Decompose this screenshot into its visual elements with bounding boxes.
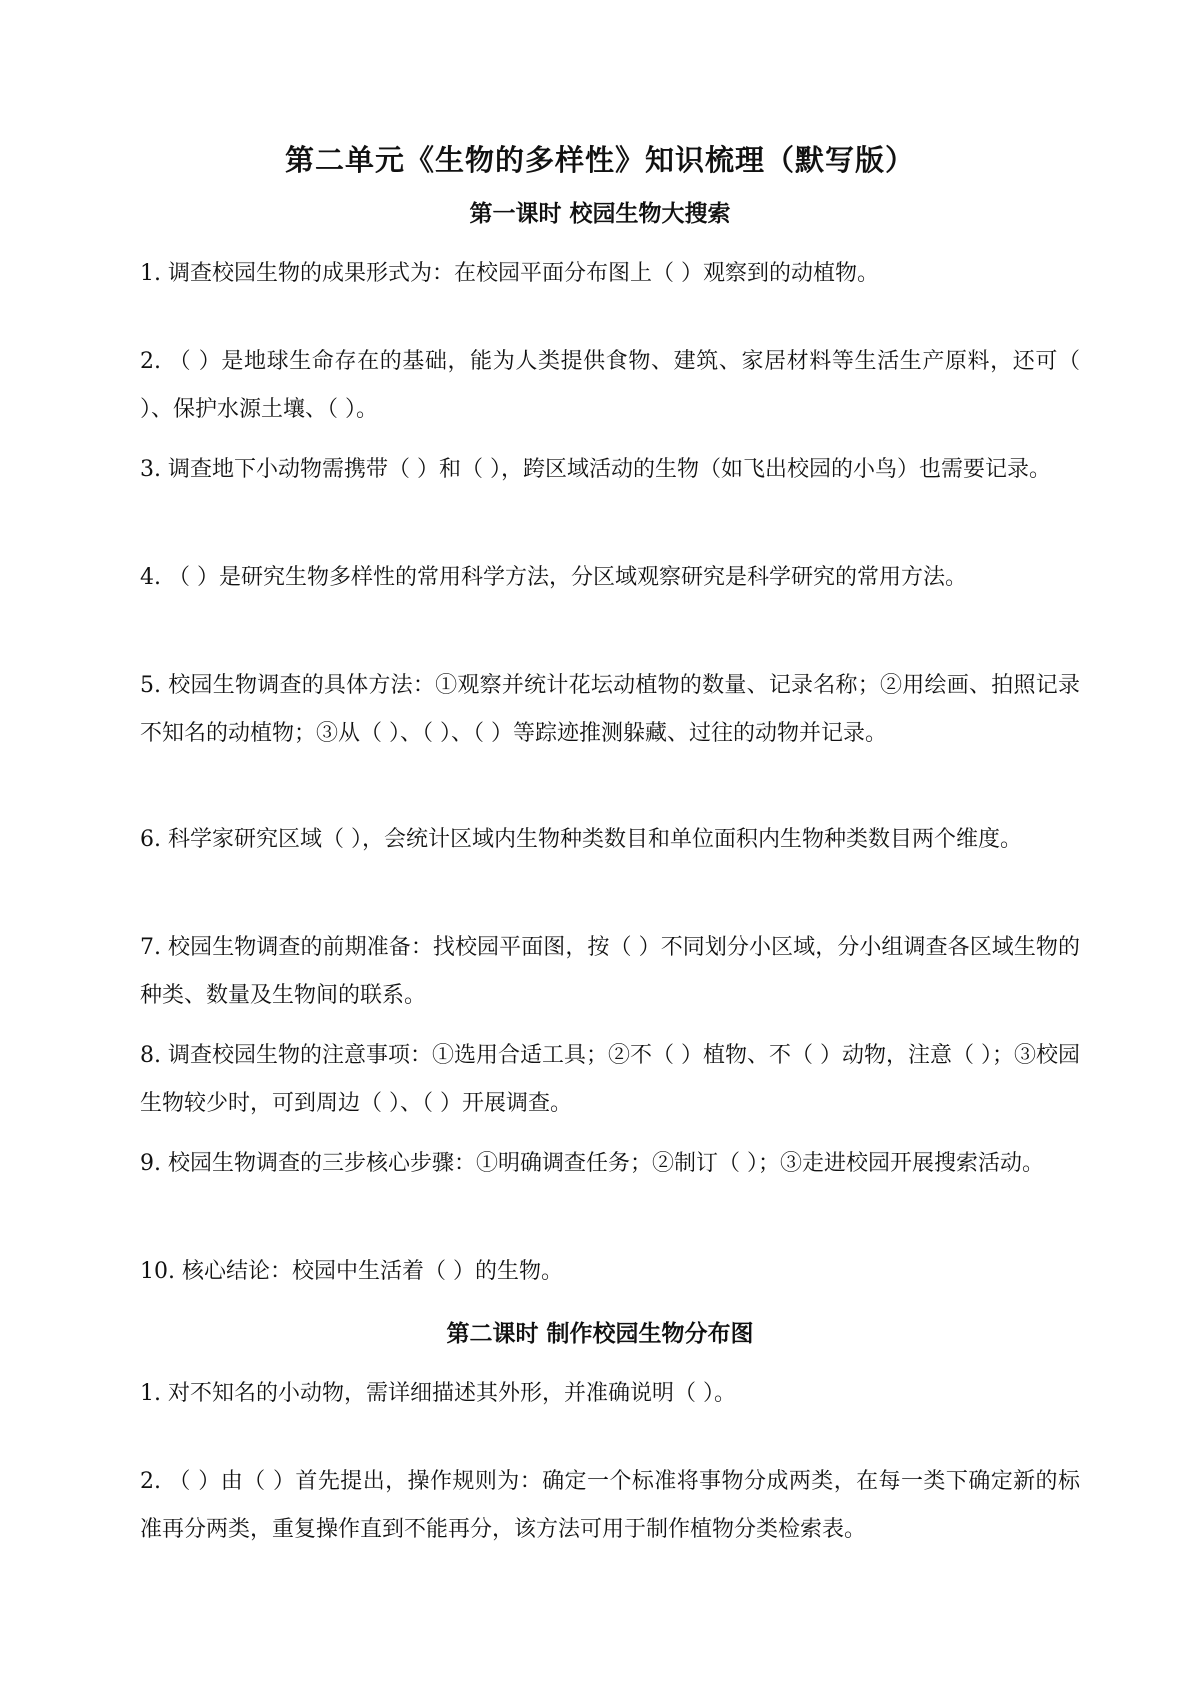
question-item: 4. （ ）是研究生物多样性的常用科学方法，分区域观察研究是科学研究的常用方法。 — [140, 565, 967, 590]
question-item: 2. （ ）是地球生命存在的基础，能为人类提供食物、建筑、家居材料等生活生产原料，还可（ ）、保护水源土壤、（ ）。 — [140, 349, 1080, 422]
section-heading-lesson-1: 第一课时 校园生物大搜索 — [469, 201, 731, 227]
question-item: 9. 校园生物调查的三步核心步骤：①明确调查任务；②制订（ ）；③走进校园开展搜索活动。 — [140, 1151, 1044, 1176]
question-item: 7. 校园生物调查的前期准备：找校园平面图，按（ ）不同划分小区域，分小组调查各区域生物的种类、数量及生物间的联系。 — [140, 935, 1080, 1008]
question-item: 1. 对不知名的小动物，需详细描述其外形，并准确说明（ ）。 — [140, 1381, 736, 1406]
question-item: 2. （ ）由（ ）首先提出，操作规则为：确定一个标准将事物分成两类，在每一类下确定新的标准再分两类，重复操作直到不能再分，该方法可用于制作植物分类检索表。 — [140, 1469, 1080, 1542]
question-item: 8. 调查校园生物的注意事项：①选用合适工具；②不（ ）植物、不（ ）动物，注意（ ）；③校园生物较少时，可到周边（ ）、（ ）开展调查。 — [140, 1043, 1080, 1116]
document-title: 第二单元《生物的多样性》知识梳理（默写版） — [284, 143, 915, 177]
question-item: 10. 核心结论：校园中生活着（ ）的生物。 — [140, 1259, 563, 1284]
question-item: 5. 校园生物调查的具体方法：①观察并统计花坛动植物的数量、记录名称；②用绘画、拍照记录不知名的动植物；③从（ ）、（ ）、（ ）等踪迹推测躲藏、过往的动物并记录。 — [140, 673, 1080, 746]
section-heading-lesson-2: 第二课时 制作校园生物分布图 — [446, 1321, 754, 1347]
question-item: 6. 科学家研究区域（ ），会统计区域内生物种类数目和单位面积内生物种类数目两个维度。 — [140, 827, 1022, 852]
question-item: 3. 调查地下小动物需携带（ ）和（ ），跨区域活动的生物（如飞出校园的小鸟）也需要记录。 — [140, 457, 1051, 482]
question-item: 1. 调查校园生物的成果形式为：在校园平面分布图上（ ）观察到的动植物。 — [140, 261, 879, 286]
